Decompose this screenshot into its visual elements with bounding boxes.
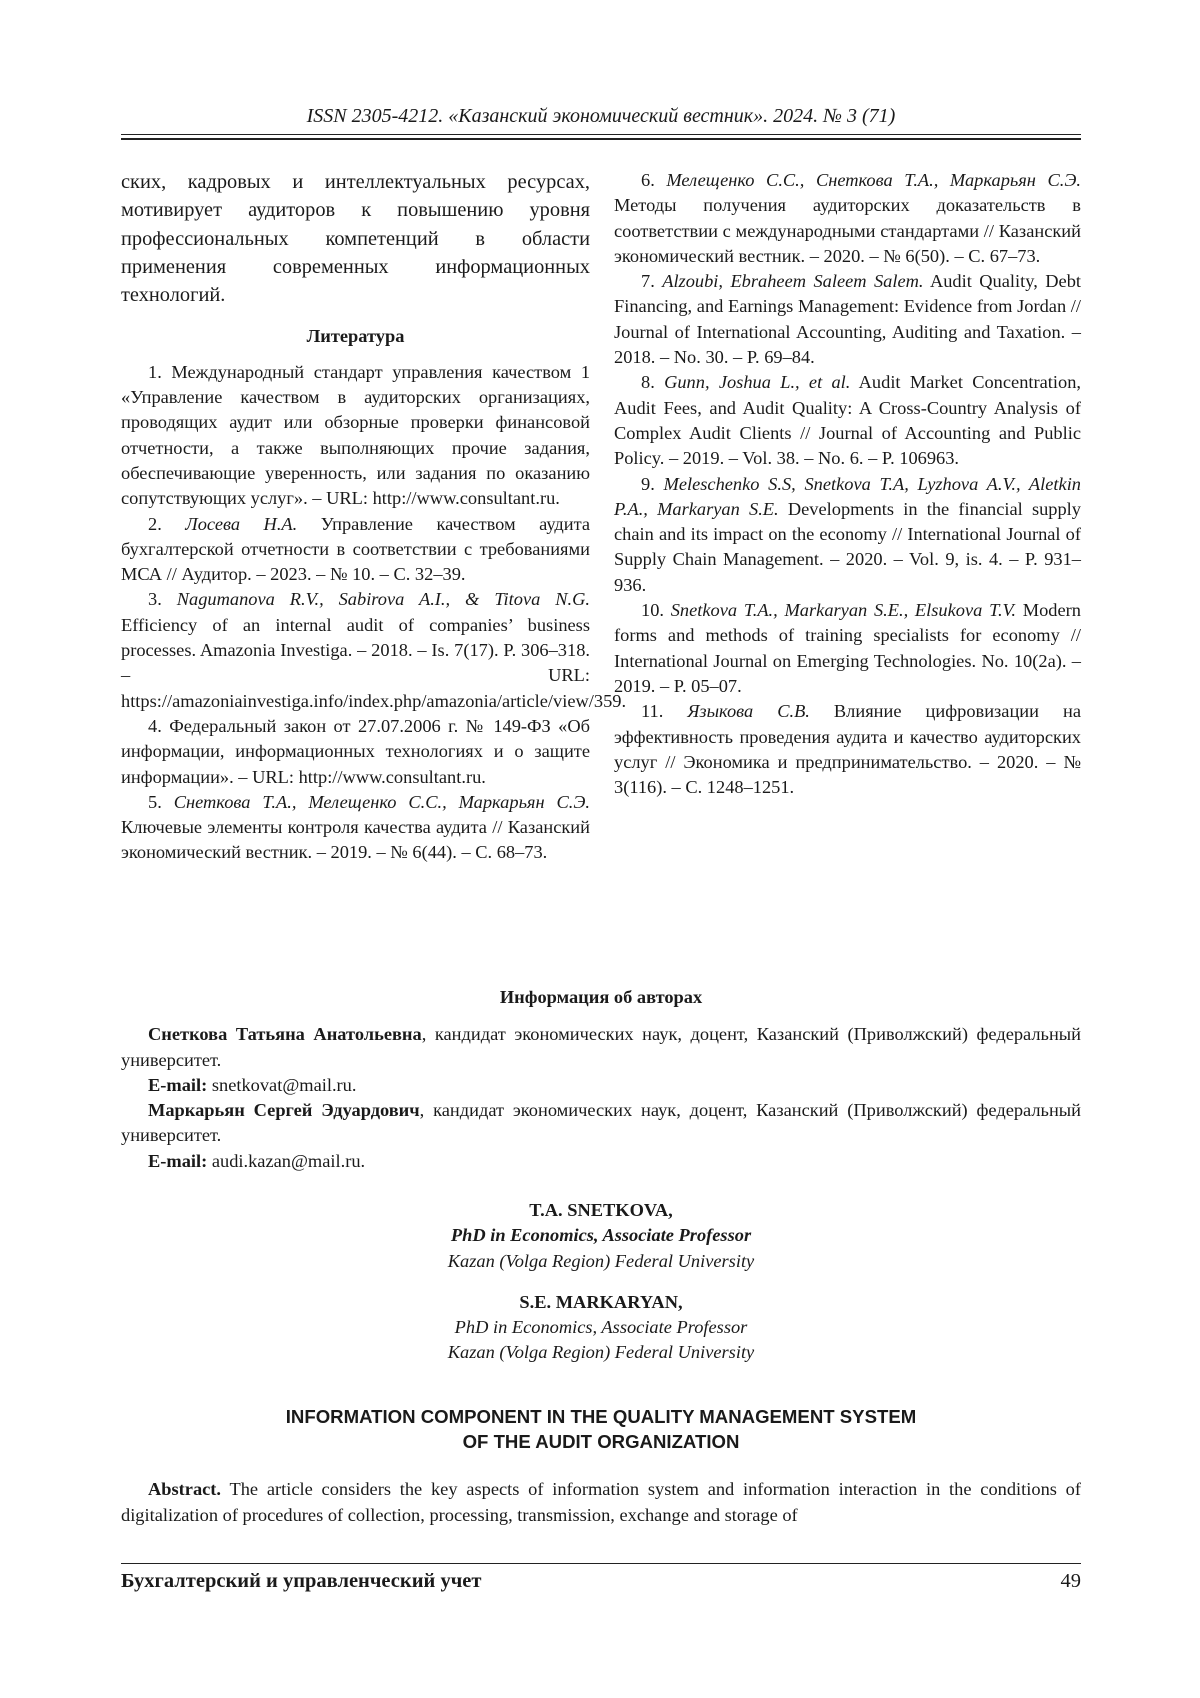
abstract — [121, 1476, 1081, 1528]
author-title-en: PhD in Economics, Associate Professor — [450, 1225, 752, 1246]
title-line: INFORMATION COMPONENT IN THE QUALITY MANAGEMENT SYSTEM — [285, 1406, 917, 1427]
intro-line: применения современных информационных — [121, 255, 590, 278]
author-affiliation-en: Kazan (Volga Region) Federal University — [447, 1342, 755, 1363]
authors-info-heading: Информация об авторах — [499, 987, 703, 1007]
author-affiliation-en: Kazan (Volga Region) Federal University — [447, 1250, 755, 1271]
reference-item: 9. Meleschenko S.S, Snetkova T.A, Lyzhova A.V., Aletkin P.A., Markaryan S.E. Developments in the financial supply chain and its impact on the economy // International Journal of Supply Chain Management. – 2020. – Vol. 9, is. 4. – P. 931–936. — [614, 473, 1081, 595]
author-entry: Снеткова Татьяна Анатольевна, кандидат экономических наук, доцент, Казанский (Приволжский) федеральный университет. — [121, 1024, 1081, 1070]
left-column — [121, 168, 627, 866]
email-link[interactable]: snetkovat@mail.ru. — [207, 1074, 357, 1095]
reference-item: 11. Языкова С.В. Влияние цифровизации на эффективность проведения аудита и качество аудиторских услуг // Экономика и предпринимательство. – 2020. – № 3(116). – С. 1248–1251. — [614, 701, 1082, 798]
reference-item: 4. Федеральный закон от 27.07.2006 г. № 149-ФЗ «Об информации, информационных технологиях и о защите информации». – URL: http://www.consultant.ru. — [121, 715, 591, 787]
reference-item: 10. Snetkova T.A., Markaryan S.E., Elsukova T.V. Modern forms and methods of training specialists for economy // International Journal on Emerging Technologies. No. 10(2a). – 2019. – P. 05–07. — [614, 600, 1081, 696]
intro-line: технологий. — [121, 284, 226, 307]
intro-line: мотивирует аудиторов к повышению уровня — [121, 199, 590, 222]
reference-item: 3. Nagumanova R.V., Sabirova A.I., & Titova N.G. Efficiency of an internal audit of companies’ business processes. Amazonia Investiga. – 2018. – Is. 7(17). P. 306–318. – URL: https://amazoniainvestiga.info/index.php/amazonia/article/view/359. — [121, 589, 627, 711]
literature-heading: Литература — [306, 326, 405, 347]
footer-section: Бухгалтерский и управленческий учет — [121, 1570, 482, 1592]
author-title-en: PhD in Economics, Associate Professor — [454, 1317, 748, 1338]
header-rule-thin — [121, 134, 1081, 135]
author-name-en: T.A. SNETKOVA, — [529, 1200, 673, 1220]
running-header: ISSN 2305-4212. «Казанский экономический вестник». 2024. № 3 (71) — [306, 105, 896, 127]
reference-item: 7. Alzoubi, Ebraheem Saleem Salem. Audit Quality, Debt Financing, and Earnings Management: Evidence from Jordan // Journal of International Accounting, Auditing and Taxation. – 2018. – No. 30. – P. 69–84. — [614, 271, 1081, 368]
authors-info — [121, 985, 1081, 1174]
abstract-paragraph: Abstract. The article considers the key aspects of information system and information interaction in the conditions of digitalization of procedures of collection, processing, transmission, exchange and storage of — [121, 1479, 1081, 1525]
author-entry: Маркарьян Сергей Эдуардович, кандидат экономических наук, доцент, Казанский (Приволжский) федеральный университет. — [121, 1100, 1081, 1146]
reference-item: 1. Международный стандарт управления качеством 1 «Управление качеством в аудиторских организациях, проводящих аудит или обзорные проверки финансовой отчетности, а также выполняющих прочие задания, обеспечивающие уверенность, или задания по оказанию сопутствующих услуг». – URL: http://www.consultant.ru. — [121, 361, 591, 509]
reference-item: 8. Gunn, Joshua L., et al. Audit Market Concentration, Audit Fees, and Audit Quality: A Cross-Country Analysis of Complex Audit Clients // Journal of Accounting and Public Policy. – 2019. – Vol. 38. – No. 6. – P. 106963. — [614, 372, 1081, 469]
article-title-en — [121, 1404, 1081, 1454]
email-link[interactable]: audi.kazan@mail.ru. — [207, 1150, 366, 1171]
intro-paragraph — [121, 168, 590, 309]
author-name: Маркарьян Сергей Эдуардович — [148, 1100, 420, 1121]
intro-line: профессиональных компетенций в области — [121, 227, 590, 250]
reference-item: 6. Мелещенко С.С., Снеткова Т.А., Маркарьян С.Э. Методы получения аудиторских доказательств в соответствии с международными стандартами // Казанский экономический вестник. – 2020. – № 6(50). – С. 67–73. — [614, 170, 1081, 266]
title-line: OF THE AUDIT ORGANIZATION — [462, 1431, 740, 1452]
reference-item: 5. Снеткова Т.А., Мелещенко С.С., Маркарьян С.Э. Ключевые элементы контроля качества аудита // Казанский экономический вестник. – 2019. – № 6(44). – С. 68–73. — [121, 791, 591, 863]
author-name-en: S.E. MARKARYAN, — [519, 1291, 683, 1312]
author-email: E-mail: snetkovat@mail.ru. — [148, 1074, 357, 1095]
spacer — [121, 1274, 1081, 1290]
page-number: 49 — [1060, 1570, 1081, 1592]
right-column — [614, 168, 1081, 800]
english-authors — [121, 1198, 1081, 1366]
intro-line: ских, кадровых и интеллектуальных ресурсах, — [121, 171, 590, 193]
reference-item: 2. Лосева Н.А. Управление качеством аудита бухгалтерской отчетности в соответствии с требованиями МСА // Аудитор. – 2023. – № 10. – С. 32–39. — [121, 513, 591, 585]
author-email: E-mail: audi.kazan@mail.ru. — [148, 1150, 366, 1171]
abstract-label: Abstract. — [148, 1479, 222, 1499]
header-rule-thick — [121, 138, 1081, 140]
author-name: Снеткова Татьяна Анатольевна — [148, 1024, 422, 1045]
footer-rule — [121, 1563, 1081, 1564]
